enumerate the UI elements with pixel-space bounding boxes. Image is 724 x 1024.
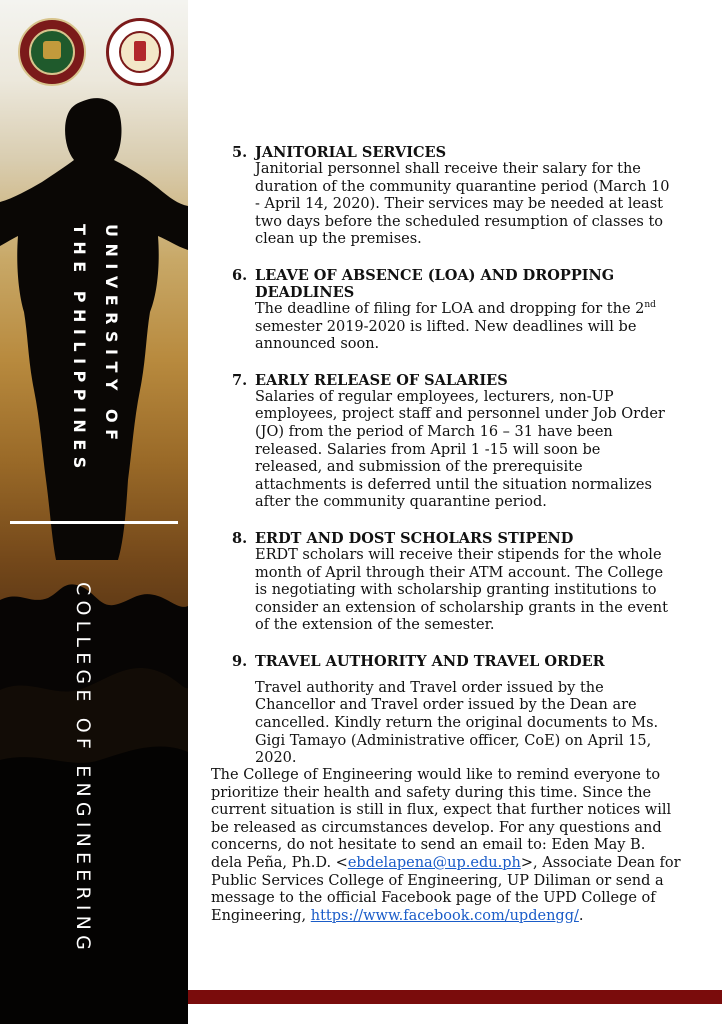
memo-item-5	[232, 144, 672, 249]
sidebar-university-text: UNIVERSITY OF	[102, 224, 121, 447]
item-body-text: The deadline of filing for LOA and dropping for the 2	[255, 300, 645, 317]
up-seal-logo	[18, 18, 86, 86]
item-body: Travel authority and Travel order issued by the Chancellor and Travel order issued by the Dean are cancelled. Kindly return the original documents to Ms. Gigi Tamayo (Administrative officer, CoE) on April 15, 2020.	[255, 679, 659, 767]
item-number: 6.	[232, 266, 248, 284]
item-heading: TRAVEL AUTHORITY AND TRAVEL ORDER	[255, 652, 605, 670]
memo-items	[232, 144, 672, 786]
item-body	[255, 301, 672, 354]
ordinal-suffix: nd	[644, 300, 656, 311]
item-heading: EARLY RELEASE OF SALARIES	[255, 371, 508, 389]
item-body: Janitorial personnel shall receive their salary for the duration of the community quarantine period (March 10 - April 14, 2020). Their services may be needed at least two days before the scheduled resumption of classes to clean up the premises.	[255, 161, 670, 248]
sidebar-banner	[0, 0, 188, 1024]
item-number: 8.	[232, 529, 248, 547]
memo-item-9	[232, 653, 672, 768]
closing-text: The College of Engineering would like to remind everyone to prioritize their health and safety during this time. Since the current situation is still in flux, expect that further notices will be released as circumstances develop. For any questions and concerns, do not hesitate to send an email to: Eden May B. dela Peña, Ph.D. <	[211, 767, 672, 871]
item-body: ERDT scholars will receive their stipends for the whole month of April through their ATM account. The College is negotiating with scholarship granting institutions to consider an extension of scholarship grants in the event of the extension of the semester.	[255, 546, 668, 634]
facebook-link[interactable]: https://www.facebook.com/updengg/	[310, 907, 579, 924]
item-body: Salaries of regular employees, lecturers, non-UP employees, project staff and personnel under Job Order (JO) from the period of March 16 – 31 have been released. Salaries from April 1 -15 will soon be released, and submission of the prerequisite attachments is deferred until the situation normalizes after the community quarantine period.	[255, 388, 665, 511]
coe-seal-logo	[106, 18, 174, 86]
memo-item-8	[232, 530, 672, 635]
item-heading: LEAVE OF ABSENCE (LOA) AND DROPPING DEADLINES	[255, 266, 615, 301]
footer-bar	[188, 990, 722, 1004]
email-link[interactable]: ebdelapena@up.edu.ph	[347, 854, 521, 871]
logos	[18, 18, 178, 90]
memo-item-6	[232, 267, 672, 354]
oblation-silhouette-image	[0, 0, 188, 1024]
memo-item-7	[232, 372, 672, 512]
sidebar-college-text: COLLEGE OF ENGINEERING	[72, 582, 94, 955]
sidebar-philippines-text: THE PHILIPPINES	[70, 224, 89, 475]
item-body-text: semester 2019-2020 is lifted. New deadlines will be announced soon.	[255, 318, 637, 353]
item-heading: JANITORIAL SERVICES	[255, 144, 447, 161]
item-number: 7.	[232, 371, 248, 389]
item-heading: ERDT AND DOST SCHOLARS STIPEND	[255, 529, 574, 547]
closing-paragraph	[211, 767, 681, 925]
item-number: 5.	[232, 144, 248, 161]
closing-text: >, Associate Dean for Public Services College of Engineering, UP Diliman or send a message to the official Facebook page of the UPD College of Engineering,	[211, 854, 681, 924]
closing-text: .	[578, 907, 584, 924]
item-number: 9.	[232, 652, 248, 670]
sidebar-divider	[10, 521, 178, 524]
